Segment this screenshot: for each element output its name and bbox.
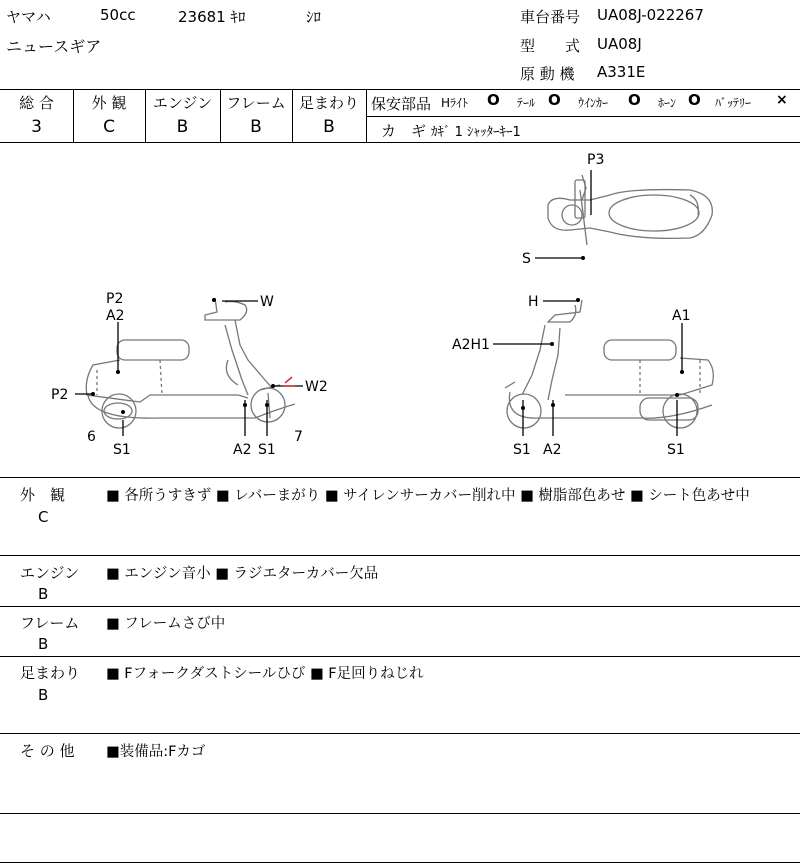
grade-value-frame: B	[250, 117, 262, 137]
type-label: 型 式	[520, 37, 581, 55]
displacement: 50cc	[100, 6, 136, 24]
frame-no-label: 車台番号	[520, 8, 581, 26]
label-s1-left-2: S1	[258, 442, 276, 458]
grade-label-engine: エンジン	[152, 94, 213, 112]
remark-label: 足まわり	[20, 664, 81, 682]
divider	[0, 862, 800, 863]
grade-label-frame: フレーム	[226, 94, 286, 112]
key-label: カ ギ	[381, 122, 427, 140]
grade-value-overall: 3	[31, 117, 42, 137]
label-7: 7	[294, 429, 303, 445]
remark-label: エンジン	[20, 564, 80, 582]
label-a2-left: A2	[233, 442, 252, 458]
label-s1-left: S1	[113, 442, 131, 458]
damage-mark	[283, 377, 295, 386]
safety-item-horn: ﾎｰﾝ	[658, 96, 677, 110]
grade-value-suspension: B	[323, 117, 335, 137]
safety-mark-headlight: O	[487, 91, 500, 109]
safety-item-headlight: Hﾗｲﾄ	[441, 96, 469, 110]
label-p2-top: P2	[106, 291, 124, 307]
safety-mark-winker: O	[628, 91, 641, 109]
remark-text: ■ フレームさび中	[106, 616, 226, 632]
scooter-top-view	[548, 175, 712, 245]
label-h: H	[528, 294, 539, 310]
type-value: UA08J	[597, 35, 642, 53]
grade-label-exterior: 外 観	[91, 94, 127, 112]
grade-label-overall: 総 合	[19, 94, 54, 112]
model-name: ニュースギア	[6, 37, 102, 56]
label-s: S	[522, 251, 531, 267]
maker: ヤマハ	[6, 8, 51, 26]
safety-item-tail: ﾃｰﾙ	[517, 96, 536, 110]
engine-label: 原 動 機	[520, 65, 575, 83]
label-p3: P3	[587, 152, 605, 168]
label-w: W	[260, 294, 274, 310]
label-w2: W2	[305, 379, 328, 395]
remark-grade: C	[38, 508, 49, 526]
divider	[0, 733, 800, 734]
engine-value: A331E	[597, 63, 646, 81]
label-a2-right: A2	[543, 442, 562, 458]
safety-item-winker: ｳｲﾝｶｰ	[578, 96, 609, 110]
remark-text: ■ エンジン音小 ■ ラジエターカバー欠品	[106, 566, 379, 582]
divider	[366, 116, 800, 117]
safety-mark-battery: ×	[776, 92, 788, 108]
label-s1-right: S1	[513, 442, 531, 458]
safety-label: 保安部品	[371, 95, 432, 113]
label-s1-right-2: S1	[667, 442, 685, 458]
mileage: 23681 ｷﾛ	[178, 8, 246, 26]
divider	[0, 606, 800, 607]
safety-mark-horn: O	[688, 91, 701, 109]
divider	[366, 89, 367, 142]
safety-mark-tail: O	[548, 91, 561, 109]
grade-value-engine: B	[176, 117, 189, 137]
divider	[0, 555, 800, 556]
label-6: 6	[87, 429, 96, 445]
frame-no: UA08J-022267	[597, 6, 704, 24]
grade-value-exterior: C	[103, 117, 115, 137]
remark-text: ■ Fフォークダストシールひび ■ F足回りねじれ	[106, 666, 424, 682]
divider	[0, 89, 800, 90]
grade-label-suspension: 足まわり	[298, 94, 359, 112]
remark-text: ■ 各所うすきず ■ レバーまがり ■ サイレンサーカバー削れ中 ■ 樹脂部色あせ ■ シート色あせ中	[106, 488, 750, 504]
remark-grade: B	[38, 585, 49, 603]
color: ｼﾛ	[306, 8, 322, 26]
label-p2-rear: P2	[51, 387, 69, 403]
label-a1: A1	[672, 308, 691, 324]
key-value: ｶｷﾞ 1 ｼｬｯﾀｰｷｰ1	[431, 125, 521, 140]
safety-item-battery: ﾊﾞｯﾃﾘｰ	[715, 96, 752, 110]
remark-label: そ の 他	[20, 742, 75, 760]
remark-label: フレーム	[20, 614, 80, 632]
scooter-diagram	[0, 143, 800, 477]
remark-grade: B	[38, 635, 49, 653]
remark-grade: B	[38, 686, 49, 704]
divider	[0, 656, 800, 657]
remark-text: ■装備品:Fカゴ	[106, 744, 206, 760]
label-a2h1: A2H1	[452, 337, 490, 353]
divider	[0, 813, 800, 814]
remark-label: 外 観	[20, 486, 66, 504]
label-a2-top: A2	[106, 308, 125, 324]
divider	[0, 477, 800, 478]
